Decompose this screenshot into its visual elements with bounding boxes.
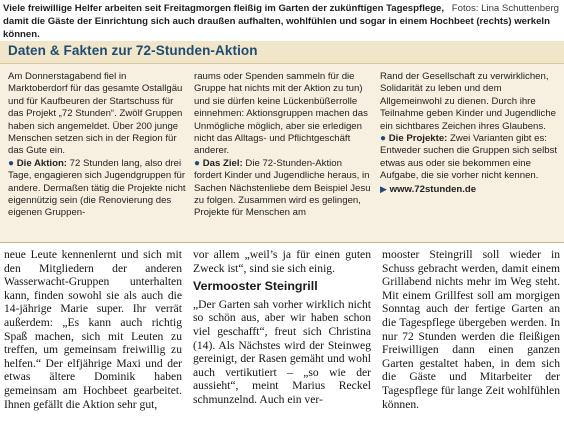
fact-column-1 [8,71,186,220]
fact-bullet-label: Die Aktion: [16,157,67,169]
fact-bullet-label: Die Projekte: [388,133,448,145]
photo-credit: Fotos: Lina Schuttenberg [451,3,559,14]
bullet-dot-icon: ● [380,133,387,145]
article-column-2 [193,248,371,407]
fact-column-2 [194,71,372,220]
article-column-3 [382,248,560,411]
article-column-1 [4,248,182,411]
fact-bullet-text: Die 72-Stunden-Aktion fordert Kinder und Jugendliche heraus, in Sachen Nächstenliebe dem Beispiel Jesu zu folgen. Zusammen wird es gelingen, Projekte für Menschen am [194,157,371,219]
fact-box-title: Daten & Fakten zur 72-Stunden-Aktion [8,43,258,58]
fact-box-header [0,41,564,64]
photo-caption-text: Viele freiwillige Helfer arbeiten seit Freitagmorgen fleißig im Garten der zukünftigen Tagespflege, damit die Gäste der Einrichtung sich auch draußen aufhalten, wohlfühlen und sogar in einem Hochbeet (rechts) werkeln können. [3,3,550,40]
fact-bullet [380,133,558,183]
article-paragraph: mooster Steingrill soll wieder in Schuss gebracht werden, damit einem Grillabend nichts mehr im Weg steht. Mit einem Grillfest soll am morgigen Sonntag auch der fertige Garten an die Tagespflege übergeben werden. In nur 72 Stunden werden die fleißigen Freiwilligen dann einen ganzen Garten gestaltet haben, in dem sich die Gäste und Mitarbeiter der Tagespflege für lange Zeit wohlfühlen können. [382,248,560,411]
article-paragraph: neue Leute kennenlernt und sich mit den Mitgliedern der anderen Wasserwacht-Gruppen unterhalten kann, finden sowohl sie als auch die 14-jährige Marie super. Ihr verrät außerdem: „Es kann auch richtig Spaß machen, sich mit Leuten zu treffen, um gemeinsam freiwillig zu helfen.“ Der elfjährige Maxi und der etwas ältere Dominik haben gemeinsam am Hochbeet gearbeitet. Ihnen gefällt die Aktion sehr gut, [4,248,182,411]
fact-bullet [8,158,186,220]
fact-bullet-text: Zwei Varianten gibt es: Entweder suchen die Gruppen sich selbst etwas aus oder sie bekommen eine Aufgabe, die sie vorher nicht kennen. [380,133,558,182]
article-subheading: Vermooster Steingrill [193,279,318,294]
article-paragraph: vor allem „weil’s ja für einen guten Zweck ist“, sind sie sich einig. [193,248,371,275]
bullet-dot-icon: ● [194,157,201,169]
fact-column-3 [380,71,558,196]
fact-paragraph: Rand der Gesellschaft zu verwirklichen, Solidarität zu leben und dem Allgemeinwohl zu dienen. Durch ihre Teilnahme geben Kinder und Jugendliche ein sichtbares Zeichen ihres Glaubens. [380,71,557,132]
fact-bullet [194,158,372,220]
fact-box [0,41,564,242]
bullet-dot-icon: ● [8,157,15,169]
website-link-text: www.72stunden.de [389,183,477,195]
fact-bullet-text: 72 Stunden lang, also drei Tage, engagieren sich Jugendgruppen für andere. Dermaßen tätig die Projekte nicht eigennützig sein (die Renovierung des eigenen Gruppen- [8,157,186,219]
fact-bullet-label: Das Ziel: [202,157,243,169]
photo-caption [3,2,559,41]
fact-paragraph: Am Donnerstagabend fiel in Marktoberdorf für das gesamte Ostallgäu und für Kaufbeuren der Startschuss für das Projekt „72 Stunden“. Zwölf Gruppen haben sich angemeldet. Über 200 junge Menschen setzen sich in der Region für das Gute ein. [8,71,183,157]
article-paragraph: „Der Garten sah vorher wirklich nicht so schön aus, aber wir haben schon viel geschafft“, freut sich Christina (14). Als Nächstes wird der Steinweg gereinigt, der Rasen gemäht und wohl auch vertikutiert – „so wie der aussieht“, meint Marius Reckel schmunzelnd. Auch ein ver- [193,297,371,406]
fact-paragraph: raums oder Spenden sammeln für die Gruppe hat nichts mit der Aktion zu tun) und sie dürfen keine Lückenbüßerrolle einnehmen: Aktionsgruppen machen das Unmögliche möglich, aber sie erledigen nicht das Alltags- und Pflichtgeschäft anderer. [194,71,368,157]
section-divider [0,242,564,243]
website-link[interactable] [380,183,558,196]
arrow-right-icon: ▶ [380,183,387,194]
